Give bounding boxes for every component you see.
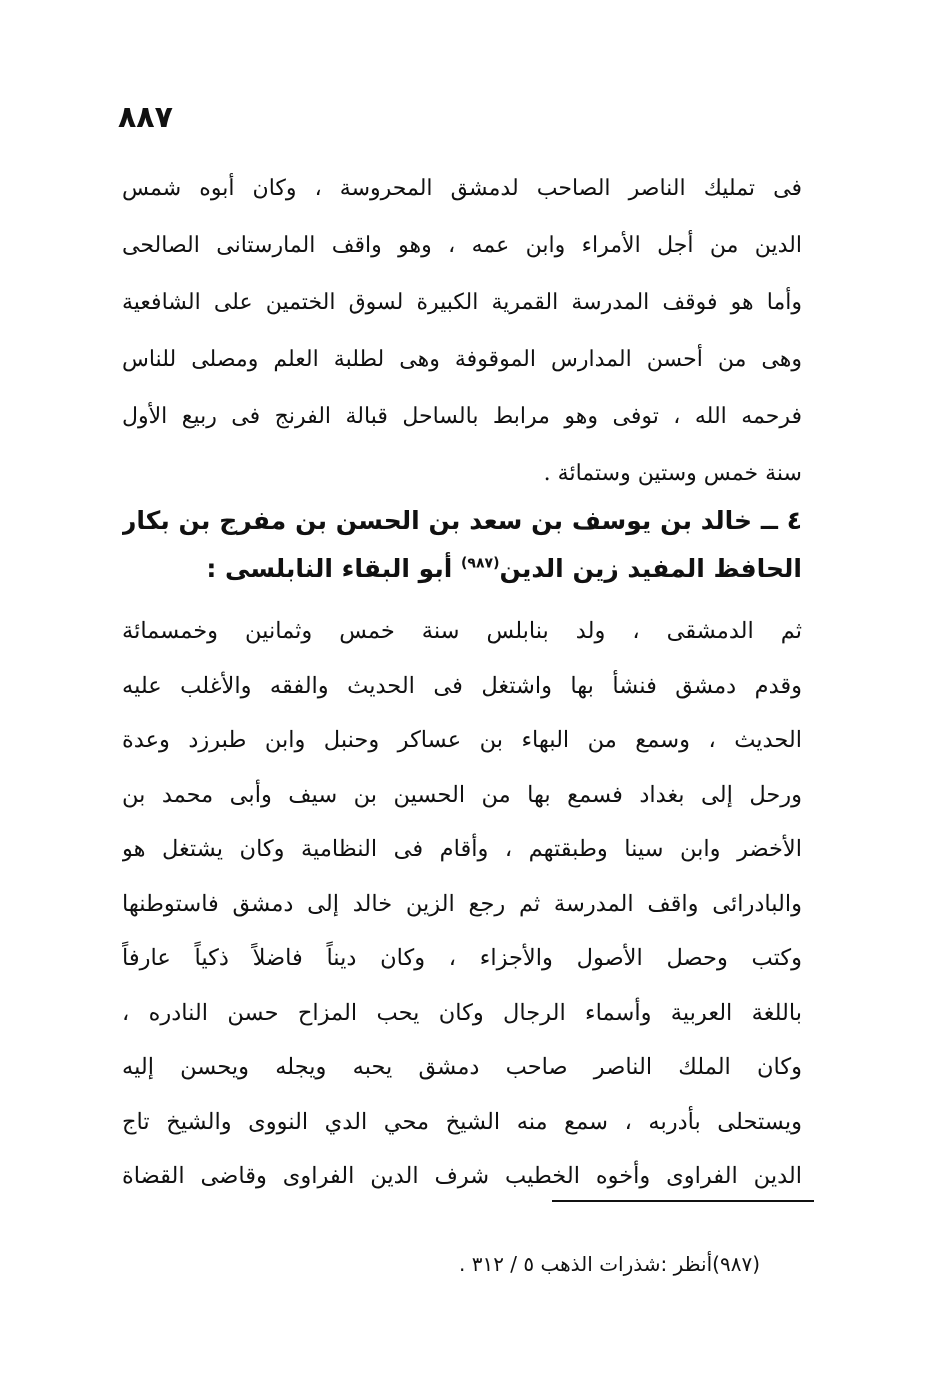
- text-line: وأما هو فوقف المدرسة القمرية الكبيرة لسوق الختمين على الشافعية: [122, 290, 802, 315]
- text-line: الأخضر وابن سينا وطبقتهم ، وأقام فى النظامية وكان يشتغل هو: [122, 836, 802, 862]
- text-line: ويستحلى بأدربه ، سمع منه الشيخ محي الدي النووى والشيخ تاج: [122, 1108, 802, 1135]
- text-line: ثم الدمشقى ، ولد بنابلس سنة خمس وثمانين وخمسمائة: [122, 618, 802, 644]
- footnote-reference: (٩٨٧): [461, 555, 500, 572]
- footnote: (٩٨٧)أنظر :شذرات الذهب ٥ / ٣١٢ .: [458, 1252, 760, 1276]
- page-number: ٨٨٧: [118, 100, 173, 135]
- text-line: فى تمليك الناصر الصاحب لدمشق المحروسة ، وكان أبوه شمس: [122, 176, 802, 201]
- heading-line-2-start: الحافظ المفيد زين الدين: [499, 554, 802, 583]
- footnote-separator: [552, 1200, 814, 1202]
- text-line: الدين الفراوى وأخوه الخطيب شرف الدين الفراوى وقاضى القضاة: [122, 1163, 802, 1189]
- text-line: وهى من أحسن المدارس الموقوفة وهى لطلبة العلم ومصلى للناس: [122, 347, 802, 372]
- text-line: ورحل إلى بغداد فسمع بها من الحسين بن سيف وأبى محمد بن: [122, 781, 802, 808]
- text-line: والبادرائى واقف المدرسة ثم رجع الزين خالد إلى دمشق فاستوطنها: [122, 890, 802, 917]
- text-line: الدين من أجل الأمراء وابن عمه ، وهو واقف المارستانى الصالحى: [122, 233, 802, 258]
- text-line: وكان الملك الناصر صاحب دمشق يحبه ويجله ويحسن إليه: [122, 1054, 802, 1080]
- paragraph-1: [122, 160, 802, 502]
- text-line: وقدم دمشق فنشأ بها واشتغل فى الحديث والفقه والأغلب عليه: [122, 672, 802, 699]
- text-line: الحديث ، وسمع من البهاء بن عساكر وحنبل وابن طبرزد وعدة: [122, 727, 802, 753]
- text-line: فرحمه الله ، توفى وهو مرابط بالساحل قبالة الفرنج فى ربيع الأول: [122, 404, 802, 429]
- entry-heading: [122, 497, 802, 593]
- heading-line-1: ٤ ــ خالد بن يوسف بن سعد بن الحسن بن مفرج بن بكار: [122, 506, 802, 535]
- heading-line-2-end: أبو البقاء النابلسى :: [206, 554, 453, 583]
- paragraph-2: [122, 604, 802, 1204]
- heading-line-2: [122, 545, 802, 593]
- text-line: وكتب وحصل الأصول والأجزاء ، وكان ديناً فاضلاً ذكياً عارفاً: [122, 945, 802, 971]
- text-line: سنة خمس وستين وستمائة .: [543, 461, 802, 486]
- text-line: باللغة العربية وأسماء الرجال وكان يحب المزاح حسن النادره ،: [122, 999, 802, 1026]
